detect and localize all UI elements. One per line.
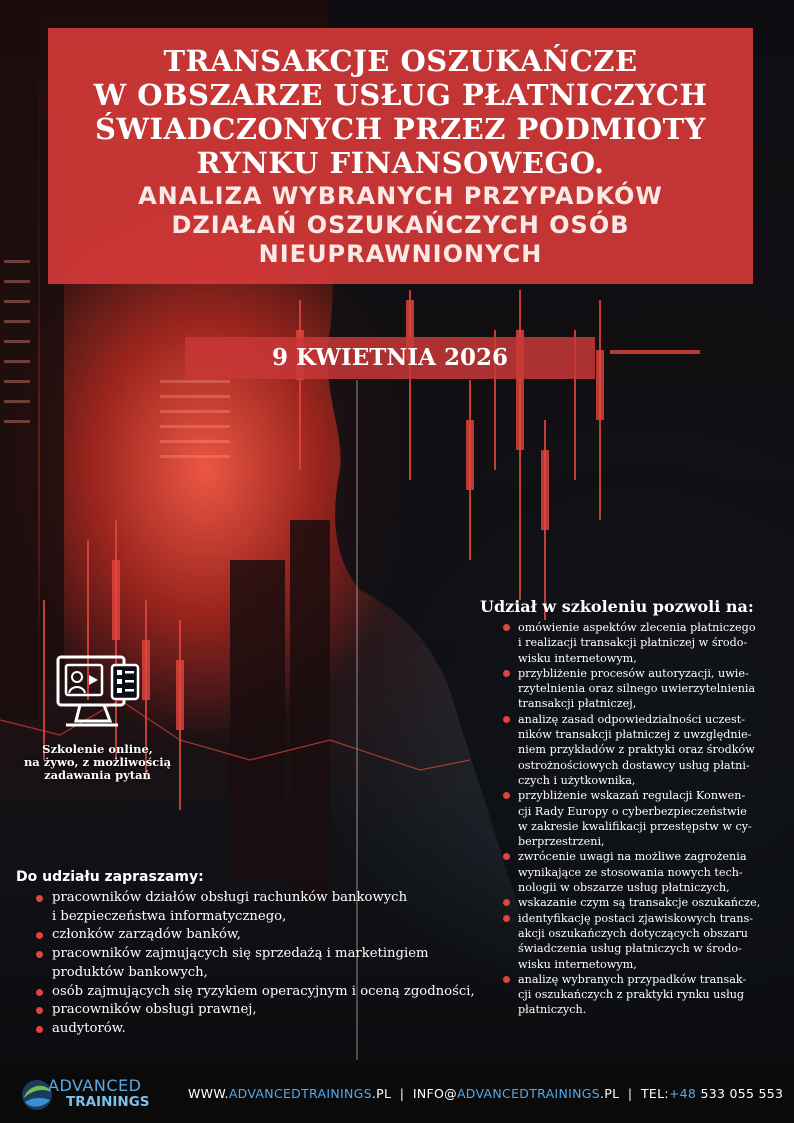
list-item-line: w zakresie kwalifikacji przestępstw w cy- xyxy=(518,819,752,833)
list-item-line: niem przykładów z praktyki oraz środków xyxy=(518,743,755,757)
list-item-line: analizę wybranych przypadków transak- xyxy=(518,972,747,986)
list-item-line: akcji oszukańczych dotyczących obszaru xyxy=(518,926,748,940)
benefits-section xyxy=(480,597,770,1018)
phone-link[interactable] xyxy=(641,1086,783,1101)
list-item-line: pracowników działów obsługi rachunków bankowych xyxy=(52,890,408,905)
list-item-line: identyfikację postaci zjawiskowych trans- xyxy=(518,911,754,925)
online-label-line: zadawania pytań xyxy=(44,768,151,782)
list-item-line: pracowników zajmujących się sprzedażą i marketingiem xyxy=(52,946,429,962)
list-item-line: rzytelnienia oraz silnego uwierzytelnienia xyxy=(518,682,756,696)
list-item xyxy=(52,983,486,1002)
bullet-icon xyxy=(503,853,510,860)
list-item xyxy=(518,972,770,1018)
list-item xyxy=(518,666,770,712)
list-item-line: świadczenia usług płatniczych w środo- xyxy=(518,942,742,956)
event-date: 9 KWIETNIA 2026 xyxy=(271,344,509,371)
email-domain: ADVANCEDTRAININGS xyxy=(456,1086,600,1101)
online-label-line: Szkolenie online, xyxy=(42,742,153,756)
online-format-label xyxy=(20,743,175,782)
list-item-line: omówienie aspektów zlecenia płatniczego xyxy=(518,621,756,634)
bullet-icon xyxy=(36,989,43,996)
list-item-line: wisku internetowym, xyxy=(518,957,637,971)
benefits-list xyxy=(480,620,770,1018)
bullet-icon xyxy=(36,895,43,902)
list-item xyxy=(52,1020,486,1039)
bullet-icon xyxy=(503,792,510,799)
list-item xyxy=(518,849,770,895)
website-prefix: WWW. xyxy=(188,1086,229,1101)
bullet-icon xyxy=(503,899,510,906)
list-item-line: wynikające ze stosowania nowych tech- xyxy=(518,865,743,879)
list-item-line: przybliżenie wskazań regulacji Konwen- xyxy=(518,789,746,803)
list-item-line: zwrócenie uwagi na możliwe zagrożenia xyxy=(518,850,747,864)
list-item-line: berprzestrzeni, xyxy=(518,835,605,849)
list-item xyxy=(518,911,770,972)
list-item-line: audytorów. xyxy=(52,1020,126,1036)
subtitle-line: ANALIZA WYBRANYCH PRZYPADKÓW xyxy=(138,182,663,210)
audience-heading: Do udziału zapraszamy: xyxy=(16,869,204,885)
subtitle-line: NIEUPRAWNIONYCH xyxy=(258,240,543,268)
online-label-line: na żywo, z możliwością xyxy=(23,755,172,769)
list-item xyxy=(52,1001,486,1020)
separator: | xyxy=(619,1086,641,1101)
list-item-line: ników transakcji płatniczej z uwzględnie- xyxy=(518,728,752,742)
bullet-icon xyxy=(36,951,43,958)
contact-info xyxy=(188,1086,783,1101)
list-item-line: i realizacji transakcji płatniczej w środo- xyxy=(518,636,748,650)
email-link[interactable] xyxy=(413,1086,620,1101)
online-training-monitor-icon xyxy=(52,655,152,737)
audience-list xyxy=(16,889,486,1039)
website-suffix: .PL xyxy=(371,1086,392,1101)
title-line: W OBSZARZE USŁUG PŁATNICZYCH xyxy=(93,78,708,112)
list-item-line: nologii w obszarze usług płatniczych, xyxy=(518,881,730,895)
list-item-line: wisku internetowym, xyxy=(518,651,637,665)
advanced-trainings-logo xyxy=(20,1074,180,1114)
page-title xyxy=(48,44,753,180)
list-item-line: wskazanie czym są transakcje oszukańcze, xyxy=(518,896,761,910)
list-item-line: czych i użytkownika, xyxy=(518,773,636,787)
list-item xyxy=(518,895,770,910)
separator: | xyxy=(391,1086,413,1101)
list-item-line: produktów bankowych, xyxy=(52,964,208,980)
page-subtitle xyxy=(48,182,753,269)
list-item-line: i bezpieczeństwa informatycznego, xyxy=(52,908,287,924)
email-prefix: INFO@ xyxy=(412,1086,457,1101)
list-item xyxy=(518,620,770,666)
email-suffix: .PL xyxy=(599,1086,620,1101)
title-line: ŚWIADCZONYCH PRZEZ PODMIOTY xyxy=(95,112,706,146)
bullet-icon xyxy=(36,1026,43,1033)
bullet-icon xyxy=(503,716,510,723)
list-item-line: transakcji płatniczej, xyxy=(518,697,637,711)
title-line: TRANSAKCJE OSZUKAŃCZE xyxy=(163,44,638,78)
list-item xyxy=(52,945,486,982)
bullet-icon xyxy=(503,624,510,631)
online-format-badge xyxy=(20,655,190,782)
bullet-icon xyxy=(36,932,43,939)
list-item-line: płatniczych. xyxy=(518,1003,587,1017)
list-item-line: analizę zasad odpowiedzialności uczest- xyxy=(518,712,746,726)
bullet-icon xyxy=(503,670,510,677)
bullet-icon xyxy=(503,915,510,922)
phone-prefix: TEL: xyxy=(640,1086,669,1101)
list-item-line: członków zarządów banków, xyxy=(52,927,241,943)
website-domain: ADVANCEDTRAININGS xyxy=(228,1086,372,1101)
audience-section xyxy=(16,867,486,1039)
benefits-heading: Udział w szkoleniu pozwoli na: xyxy=(480,597,754,616)
phone-number: 533 055 553 xyxy=(696,1086,784,1101)
list-item-line: pracowników obsługi prawnej, xyxy=(52,1002,257,1018)
subtitle-line: DZIAŁAŃ OSZUKAŃCZYCH OSÓB xyxy=(171,211,630,239)
list-item-line: cji Rady Europy o cyberbezpieczeństwie xyxy=(518,804,747,818)
list-item-line: ostrożnościowych dostawcy usług płatni- xyxy=(518,758,750,772)
list-item xyxy=(52,926,486,945)
bullet-icon xyxy=(503,976,510,983)
bullet-icon xyxy=(36,1007,43,1014)
website-link[interactable] xyxy=(188,1086,391,1101)
list-item xyxy=(52,889,486,926)
list-item-line: osób zajmujących się ryzykiem operacyjnym i oceną zgodności, xyxy=(52,983,475,999)
list-item xyxy=(518,788,770,849)
title-line: RYNKU FINANSOWEGO. xyxy=(196,146,605,180)
logo-text-trainings: TRAININGS xyxy=(66,1094,150,1110)
list-item-line: przybliżenie procesów autoryzacji, uwie- xyxy=(518,666,749,680)
logo-text-advanced: ADVANCED xyxy=(48,1076,142,1095)
list-item xyxy=(518,712,770,788)
list-item-line: cji oszukańczych z praktyki rynku usług xyxy=(518,988,745,1002)
phone-country-code: +48 xyxy=(668,1086,697,1101)
